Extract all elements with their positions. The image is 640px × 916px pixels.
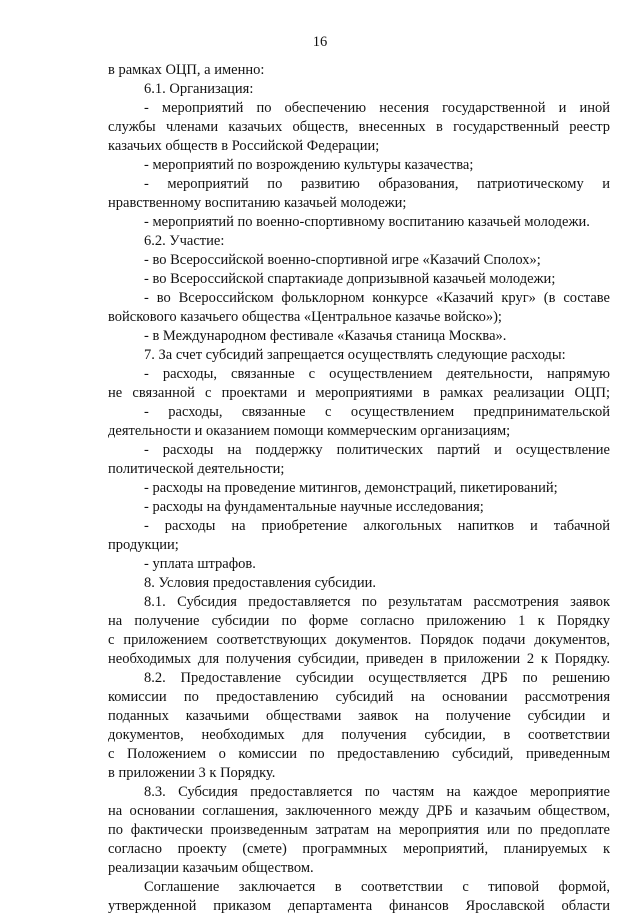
text-line: комиссии по предоставлению субсидий на основании рассмотрения: [108, 689, 610, 705]
text-line: документов, необходимых для получения субсидии, в соответствии: [108, 727, 610, 743]
text-line: согласно проекту (смете) программных мероприятий, планируемых к: [108, 841, 610, 857]
text-line: с приложением соответствующих документов. Порядок подачи документов,: [108, 632, 610, 648]
text-line: - во Всероссийской спартакиаде допризывной казачьей молодежи;: [144, 271, 556, 287]
text-line: реализации казачьим обществом.: [108, 860, 314, 876]
text-line: - мероприятий по возрождению культуры казачества;: [144, 157, 474, 173]
text-line: - расходы на проведение митингов, демонстраций, пикетирований;: [144, 480, 558, 496]
text-line: - в Международном фестивале «Казачья станица Москва».: [144, 328, 507, 344]
text-line: на получение субсидии по форме согласно приложению 1 к Порядку: [108, 613, 610, 629]
text-line: в рамках ОЦП, а именно:: [108, 62, 265, 78]
text-line: - во Всероссийской военно-спортивной игре «Казачий Сполох»;: [144, 252, 541, 268]
text-line: политической деятельности;: [108, 461, 285, 477]
text-line: поданных казачьими обществами заявок на получение субсидии и: [108, 708, 610, 724]
text-line: - расходы на поддержку политических партий и осуществление: [144, 442, 610, 458]
text-line: продукции;: [108, 537, 179, 553]
text-line: войскового казачьего общества «Центральное казачье войско»);: [108, 309, 502, 325]
text-line: 8.2. Предоставление субсидии осуществляется ДРБ по решению: [144, 670, 610, 686]
text-line: 6.1. Организация:: [144, 81, 254, 97]
text-line: Соглашение заключается в соответствии с типовой формой,: [144, 879, 610, 895]
text-line: - расходы, связанные с осуществлением деятельности, напрямую: [144, 366, 610, 382]
text-line: - во Всероссийском фольклорном конкурсе «Казачий круг» (в составе: [144, 290, 610, 306]
text-line: на основании соглашения, заключенного между ДРБ и казачьим обществом,: [108, 803, 610, 819]
text-line: службы членами казачьих обществ, внесенных в государственный реестр: [108, 119, 610, 135]
text-line: 7. За счет субсидий запрещается осуществлять следующие расходы:: [144, 347, 566, 363]
page-number: 16: [312, 34, 328, 50]
text-line: нравственному воспитанию казачьей молодежи;: [108, 195, 407, 211]
text-line: - уплата штрафов.: [144, 556, 256, 572]
text-line: не связанной с проектами и мероприятиями в рамках реализации ОЦП;: [108, 385, 610, 401]
text-line: утвержденной приказом департамента финансов Ярославской области: [108, 898, 610, 914]
text-line: - расходы, связанные с осуществлением предпринимательской: [144, 404, 610, 420]
text-line: 8.1. Субсидия предоставляется по результатам рассмотрения заявок: [144, 594, 610, 610]
text-line: - мероприятий по обеспечению несения государственной и иной: [144, 100, 610, 116]
text-line: в приложении 3 к Порядку.: [108, 765, 276, 781]
text-line: 6.2. Участие:: [144, 233, 225, 249]
text-line: с Положением о комиссии по предоставлению субсидий, приведенным: [108, 746, 610, 762]
text-line: деятельности и оказанием помощи коммерческим организациям;: [108, 423, 511, 439]
text-line: необходимых для получения субсидии, приведен в приложении 2 к Порядку.: [108, 651, 610, 667]
text-line: казачьих обществ в Российской Федерации;: [108, 138, 380, 154]
text-line: по фактически произведенным затратам на мероприятия или по предоплате: [108, 822, 610, 838]
text-line: - расходы на фундаментальные научные исследования;: [144, 499, 484, 515]
text-line: 8.3. Субсидия предоставляется по частям на каждое мероприятие: [144, 784, 610, 800]
text-line: - мероприятий по развитию образования, патриотическому и: [144, 176, 610, 192]
text-line: 8. Условия предоставления субсидии.: [144, 575, 377, 591]
text-line: - мероприятий по военно-спортивному воспитанию казачьей молодежи.: [144, 214, 590, 230]
text-line: - расходы на приобретение алкогольных напитков и табачной: [144, 518, 610, 534]
document-body: [108, 61, 610, 916]
